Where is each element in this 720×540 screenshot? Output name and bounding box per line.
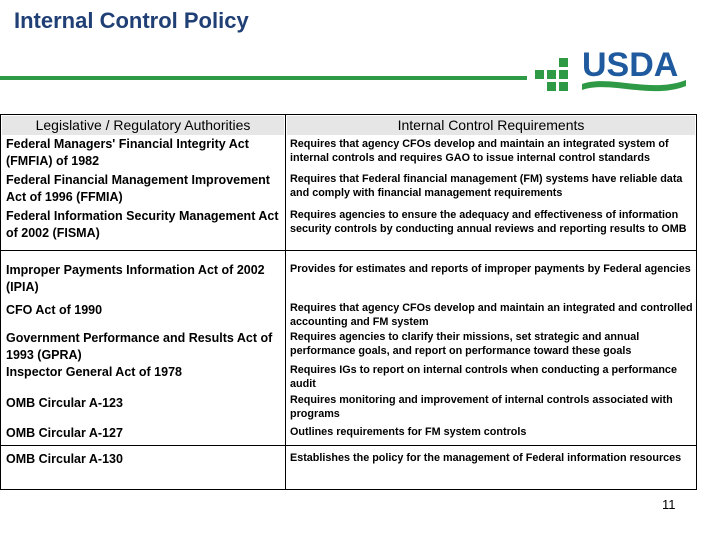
row-divider xyxy=(286,445,696,446)
requirement-ig-act: Requires IGs to report on internal controls when conducting a performance audit xyxy=(290,364,677,390)
authority-gpra: Government Performance and Results Act of 1993 (GPRA) xyxy=(6,331,273,362)
page-title: Internal Control Policy xyxy=(14,8,249,33)
requirement-omb-a130: Establishes the policy for the management of Federal information resources xyxy=(290,452,682,464)
requirement-fisma: Requires agencies to ensure the adequacy and effectiveness of information security controls by conducting annual reviews and reporting results to OMB xyxy=(290,209,687,235)
requirements-header: Internal Control Requirements xyxy=(287,116,695,135)
requirement-fmfia: Requires that agency CFOs develop and maintain an integrated system of internal controls and requires GAO to issue internal control standards xyxy=(290,138,669,164)
policy-table xyxy=(0,114,697,490)
row-divider xyxy=(1,445,285,446)
authority-fisma: Federal Information Security Management Act of 2002 (FISMA) xyxy=(6,209,279,240)
authorities-header: Legislative / Regulatory Authorities xyxy=(2,116,284,135)
requirements-column xyxy=(285,115,696,489)
authority-fmfia: Federal Managers' Financial Integrity Act (FMFIA) of 1982 xyxy=(6,137,249,168)
authority-ipia: Improper Payments Information Act of 2002 (IPIA) xyxy=(6,263,265,294)
requirement-omb-a123: Requires monitoring and improvement of internal controls associated with programs xyxy=(290,394,673,420)
authority-omb-a123: OMB Circular A-123 xyxy=(6,396,123,410)
authority-ffmia: Federal Financial Management Improvement Act of 1996 (FFMIA) xyxy=(6,173,270,204)
requirement-ipia: Provides for estimates and reports of improper payments by Federal agencies xyxy=(290,263,691,275)
requirement-ffmia: Requires that Federal financial management (FM) systems have reliable data and comply with financial management requirements xyxy=(290,173,683,199)
authority-ig-act: Inspector General Act of 1978 xyxy=(6,365,182,379)
row-divider xyxy=(286,250,696,251)
authority-omb-a130: OMB Circular A-130 xyxy=(6,452,123,466)
page-number: 11 xyxy=(662,497,676,512)
requirement-gpra: Requires agencies to clarify their missions, set strategic and annual performance goals, and report on performance toward these goals xyxy=(290,331,640,357)
title-divider xyxy=(0,76,527,80)
authority-cfo-act: CFO Act of 1990 xyxy=(6,303,103,317)
row-divider xyxy=(1,250,285,251)
requirement-omb-a127: Outlines requirements for FM system controls xyxy=(290,426,527,438)
usda-logo xyxy=(580,44,690,96)
requirement-cfo-act: Requires that agency CFOs develop and maintain an integrated and controlled accounting and FM system xyxy=(290,302,693,328)
authority-omb-a127: OMB Circular A-127 xyxy=(6,426,123,440)
usda-logo-text: USDA xyxy=(582,46,679,84)
authorities-column xyxy=(1,115,285,489)
